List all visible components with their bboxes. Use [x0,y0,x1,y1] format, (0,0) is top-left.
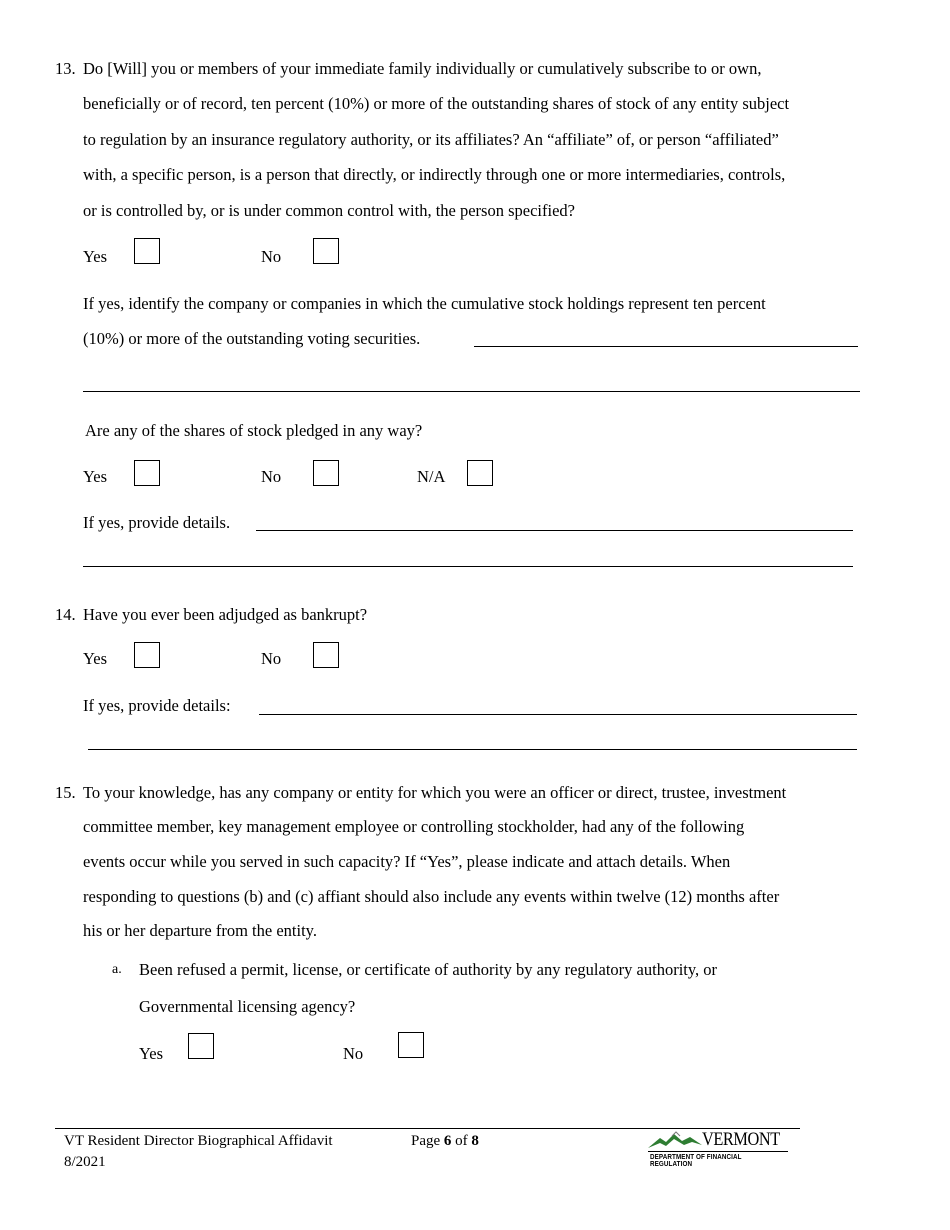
form-date: 8/2021 [64,1154,106,1170]
yes-checkbox[interactable] [134,642,160,668]
question-text-line: events occur while you served in such capacity? If “Yes”, please indicate and attach details. When [83,852,731,871]
logo-wordmark: VERMONT [702,1129,780,1150]
na-label: N/A [417,467,446,486]
question-number: 15. [55,783,76,802]
question-text-line: responding to questions (b) and (c) affiant should also include any events within twelve (12) months after [83,887,780,906]
answer-line[interactable] [83,391,860,392]
answer-line[interactable] [88,749,857,750]
no-checkbox[interactable] [313,642,339,668]
details-label: If yes, provide details. [83,513,231,532]
question-text-line: committee member, key management employee or controlling stockholder, had any of the following [83,817,745,836]
question-number: 14. [55,605,76,624]
answer-line[interactable] [256,530,853,531]
no-label: No [261,649,282,668]
followup-text-line: If yes, identify the company or companies in which the cumulative stock holdings represent ten percent [83,294,766,313]
question-text-line: Do [Will] you or members of your immediate family individually or cumulatively subscribe to or own, [83,59,762,78]
yes-checkbox[interactable] [134,238,160,264]
yes-label: Yes [83,467,108,486]
sub-item-letter: a. [112,962,122,977]
logo-subtitle: DEPARTMENT OF FINANCIAL REGULATION [650,1154,742,1168]
yes-label: Yes [83,649,108,668]
logo-rule [648,1151,788,1152]
mountain-logo-icon [646,1129,706,1151]
page-number: Page 6 of 8 [411,1133,479,1149]
pledged-na-checkbox[interactable] [467,460,493,486]
answer-line[interactable] [83,566,853,567]
no-checkbox[interactable] [313,238,339,264]
followup-text-line: (10%) or more of the outstanding voting securities. [83,329,421,348]
question-text-line: or is controlled by, or is under common control with, the person specified? [83,201,575,220]
question-text-line: with, a specific person, is a person that directly, or indirectly through one or more intermediaries, controls, [83,165,786,184]
pledged-yes-checkbox[interactable] [134,460,160,486]
no-checkbox[interactable] [398,1032,424,1058]
no-label: No [261,247,282,266]
answer-line[interactable] [259,714,857,715]
question-text-line: to regulation by an insurance regulatory authority, or its affiliates? An “affiliate” of, or person “affiliated” [83,130,779,149]
no-label: No [343,1044,364,1063]
question-text-line: To your knowledge, has any company or entity for which you were an officer or direct, trustee, investment [83,783,787,802]
form-title: VT Resident Director Biographical Affidavit [64,1133,333,1149]
yes-label: Yes [139,1044,164,1063]
question-number: 13. [55,59,76,78]
question-text: Have you ever been adjudged as bankrupt? [83,605,368,624]
yes-checkbox[interactable] [188,1033,214,1059]
question-text-line: beneficially or of record, ten percent (10%) or more of the outstanding shares of stock of any entity subject [83,94,790,113]
sub-item-text-line: Been refused a permit, license, or certificate of authority by any regulatory authority, or [139,960,718,979]
yes-label: Yes [83,247,108,266]
pledged-question: Are any of the shares of stock pledged in any way? [85,421,423,440]
details-label: If yes, provide details: [83,696,231,715]
vermont-dfr-logo [646,1129,796,1168]
pledged-no-checkbox[interactable] [313,460,339,486]
sub-item-text-line: Governmental licensing agency? [139,997,356,1016]
no-label: No [261,467,282,486]
question-text-line: his or her departure from the entity. [83,921,317,940]
answer-line[interactable] [474,346,858,347]
